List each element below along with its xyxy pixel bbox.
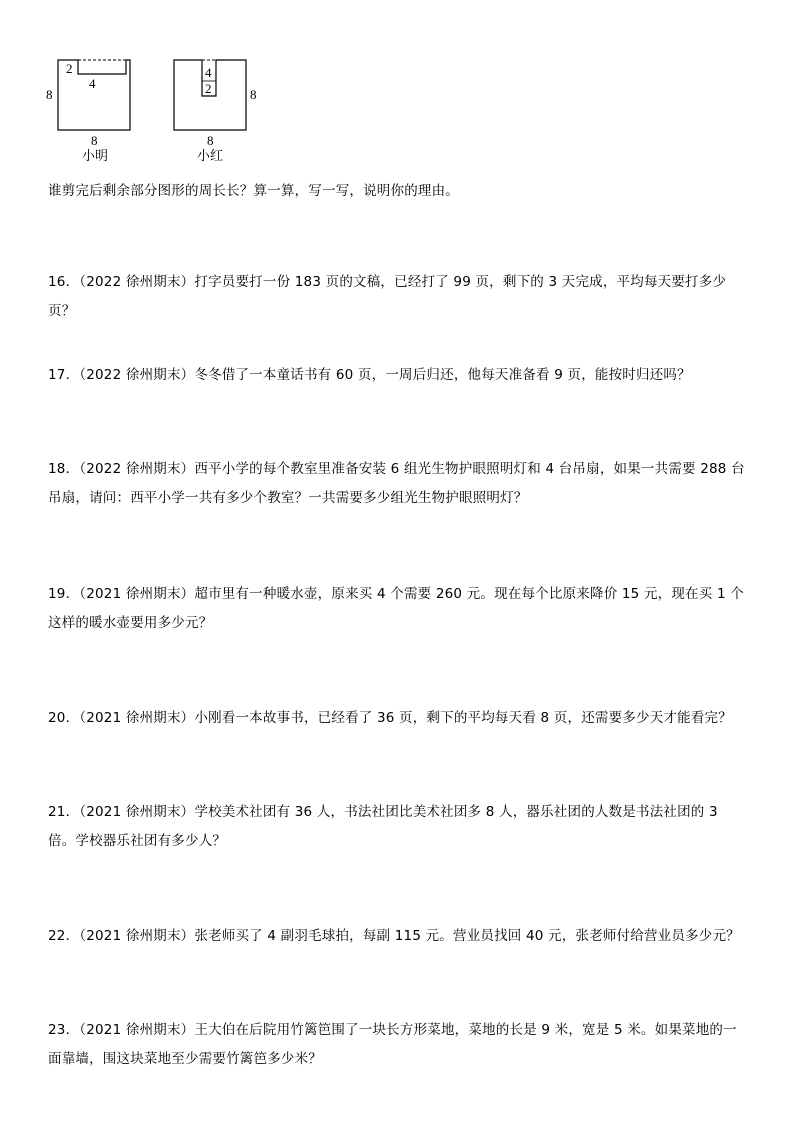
xiaoming-cut-width: 4	[89, 76, 96, 91]
figure-area	[40, 52, 270, 172]
xiaohong-cut-height: 4	[205, 65, 212, 80]
xiaoming-side-length: 8	[46, 87, 53, 102]
question-16: 16．（2022 徐州期末）打字员要打一份 183 页的文稿，已经打了 99 页，剩下的 3 天完成，平均每天要打多少页？	[48, 274, 727, 319]
question-18: 18．（2022 徐州期末）西平小学的每个教室里准备安装 6 组光生物护眼照明灯和 4 台吊扇，如果一共需要 288 台吊扇，请问：西平小学一共有多少个教室？一共需要多少组光生物护眼照明灯？	[48, 461, 745, 506]
question-21: 21．（2021 徐州期末）学校美术社团有 36 人，书法社团比美术社团多 8 人，器乐社团的人数是书法社团的 3 倍。学校器乐社团有多少人？	[48, 804, 718, 849]
question-22: 22．（2021 徐州期末）张老师买了 4 副羽毛球拍，每副 115 元。营业员找回 40 元，张老师付给营业员多少元？	[48, 928, 740, 944]
question-17: 17．（2022 徐州期末）冬冬借了一本童话书有 60 页，一周后归还，他每天准备看 9 页，能按时归还吗？	[48, 367, 691, 383]
xiaohong-caption: 小红	[197, 149, 224, 164]
question-23: 23．（2021 徐州期末）王大伯在后院用竹篱笆围了一块长方形菜地，菜地的长是 9 米，宽是 5 米。如果菜地的一面靠墙，围这块菜地至少需要竹篱笆多少米？	[48, 1022, 737, 1067]
xiaoming-bottom-length: 8	[91, 133, 98, 148]
xiaohong-cut-width: 2	[205, 81, 212, 96]
cut-square-diagrams	[40, 52, 270, 172]
question-19: 19．（2021 徐州期末）超市里有一种暖水壶，原来买 4 个需要 260 元。现在每个比原来降价 15 元，现在买 1 个这样的暖水壶要用多少元？	[48, 586, 744, 631]
xiaohong-bottom-length: 8	[207, 133, 214, 148]
xiaoming-cut-height: 2	[66, 61, 73, 76]
xiaohong-side-length: 8	[250, 87, 257, 102]
question-20: 20．（2021 徐州期末）小刚看一本故事书，已经看了 36 页，剩下的平均每天看 8 页，还需要多少天才能看完？	[48, 710, 732, 726]
xiaoming-caption: 小明	[82, 149, 109, 164]
question-15-prompt: 谁剪完后剩余部分图形的周长长？算一算，写一写，说明你的理由。	[48, 183, 459, 199]
